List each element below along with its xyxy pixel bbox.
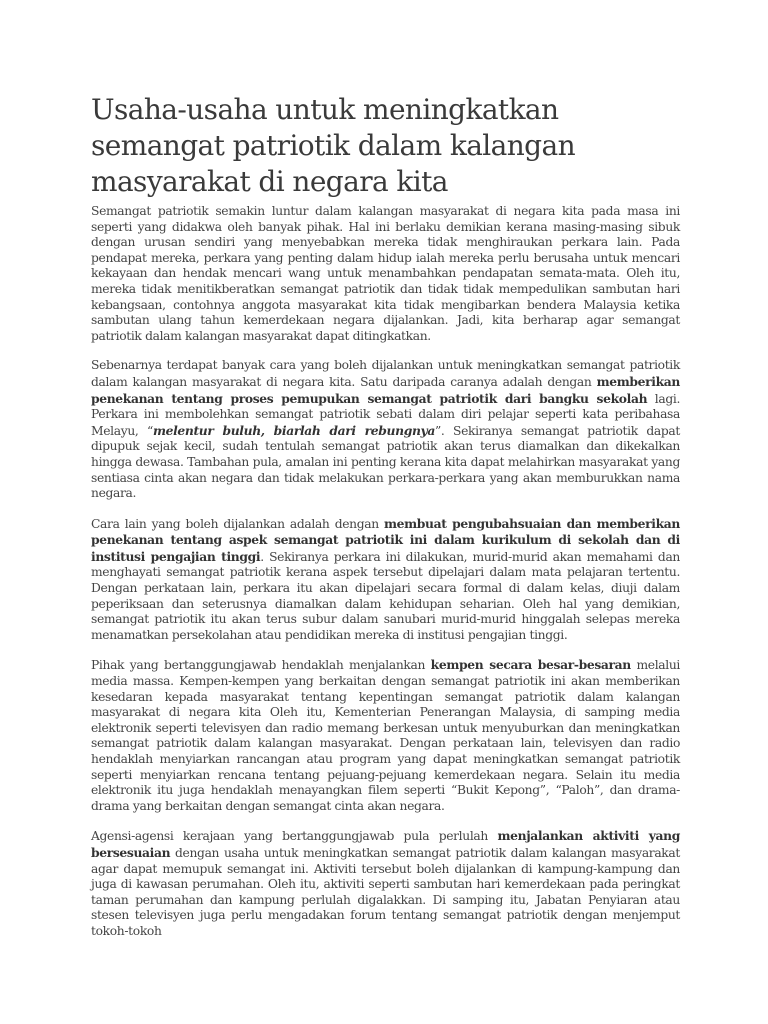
paragraph-1: [91, 204, 680, 344]
paragraph-2-text-a: Sebenarnya terdapat banyak cara yang boleh dijalankan untuk meningkatkan semangat patriotik dalam kalangan masyarakat di negara kita. Satu daripada caranya adalah dengan: [91, 358, 680, 389]
paragraph-3-text-a: Cara lain yang boleh dijalankan adalah dengan: [91, 516, 384, 531]
paragraph-2-text-c: lagi. Perkara ini membolehkan semangat patriotik sebati dalam diri pelajar seperti kata peribahasa Melayu, “: [91, 391, 680, 438]
paragraph-5-text-c: dengan usaha untuk meningkatkan semangat patriotik dalam kalangan masyarakat agar dapat memupuk semangat ini. Aktiviti tersebut boleh dijalankan di kampung-kampung dan juga di kawasan perumahan. Oleh itu, aktiviti seperti sambutan hari kemerdekaan pada peringkat taman perumahan dan kampung perlulah digalakkan. Di samping itu, Jabatan Penyiaran atau stesen televisyen juga perlu mengadakan forum tentang semangat patriotik dengan menjemput tokoh-tokoh: [91, 845, 680, 938]
paragraph-3-text-c: . Sekiranya perkara ini dilakukan, murid-murid akan memahami dan menghayati semangat patriotik kerana aspek tersebut dipelajari dalam mata pelajaran tertentu. Dengan perkataan lain, perkara itu akan dipelajari secara formal di dalam kelas, diuji dalam peperiksaan dan seterusnya diamalkan dalam kehidupan seharian. Oleh hal yang demikian, semangat patriotik itu akan terus subur dalam sanubari murid-murid hinggalah selepas mereka menamatkan persekolahan atau pendidikan mereka di institusi pengajian tinggi.: [91, 549, 680, 642]
paragraph-1-text: Semangat patriotik semakin luntur dalam kalangan masyarakat di negara kita pada masa ini seperti yang didakwa oleh banyak pihak. Hal ini berlaku demikian kerana masing-masing sibuk dengan urusan sendiri yang menyebabkan mereka tidak menghiraukan perkara lain. Pada pendapat mereka, perkara yang penting dalam hidup ialah mereka perlu berusaha untuk mencari kekayaan dan hendak mencari wang untuk menambahkan pendapatan semata-mata. Oleh itu, mereka tidak menitikberatkan semangat patriotik dan tidak tidak mempedulikan sambutan hari kebangsaan, contohnya anggota masyarakat kita tidak mengibarkan bendera Malaysia ketika sambutan ulang tahun kemerdekaan negara dijalankan. Jadi, kita berharap agar semangat patriotik dalam kalangan masyarakat dapat ditingkatkan.: [91, 204, 680, 343]
paragraph-2: [91, 358, 680, 501]
paragraph-2-text-e: ”. Sekiranya semangat patriotik dapat dipupuk sejak kecil, sudah tentulah semangat patriotik akan terus diamalkan dan dikekalkan hingga dewasa. Tambahan pula, amalan ini penting kerana kita dapat melahirkan masyarakat yang sentiasa cinta akan negara dan tidak melakukan perkara-perkara yang akan memburukkan nama negara.: [91, 423, 680, 501]
paragraph-4: [91, 657, 680, 814]
paragraph-4-bold: kempen secara besar-besaran: [430, 657, 631, 673]
paragraph-3-bold: membuat pengubahsuaian dan memberikan penekanan tentang aspek semangat patriotik ini dalam kurikulum di sekolah dan di institusi pengajian tinggi: [91, 515, 680, 564]
paragraph-5: [91, 828, 680, 939]
paragraph-2-proverb-text: melentur buluh, biarlah dari rebungnya: [152, 422, 435, 438]
paragraph-2-proverb: [153, 423, 435, 438]
paragraph-2-bold: memberikan penekanan tentang proses pemupukan semangat patriotik dari bangku sekolah: [91, 373, 680, 406]
page-title: Usaha-usaha untuk meningkatkan semangat patriotik dalam kalangan masyarakat di negara kita: [91, 93, 576, 198]
paragraph-4-text-c: melalui media massa. Kempen-kempen yang berkaitan dengan semangat patriotik ini akan memberikan kesedaran kepada masyarakat tentang kepentingan semangat patriotik dalam kalangan masyarakat di negara kita Oleh itu, Kementerian Penerangan Malaysia, di samping media elektronik seperti televisyen dan radio memang berkesan untuk menyuburkan dan meningkatkan semangat patriotik dalam kalangan masyarakat. Dengan perkataan lain, televisyen dan radio hendaklah menyiarkan rancangan atau program yang dapat meningkatkan semangat patriotik seperti menyiarkan rencana tentang pejuang-pejuang kemerdekaan negara. Selain itu media elektronik itu juga hendaklah menayangkan filem seperti “Bukit Kepong”, “Paloh”, dan drama-drama yang berkaitan dengan semangat cinta akan negara.: [91, 658, 680, 813]
document-page: [91, 92, 680, 954]
paragraph-5-bold: menjalankan aktiviti yang bersesuaian: [91, 828, 681, 860]
paragraph-5-text-a: Agensi-agensi kerajaan yang bertanggungjawab pula perlulah: [91, 829, 498, 844]
paragraph-4-text-a: Pihak yang bertanggungjawab hendaklah menjalankan: [91, 658, 431, 673]
paragraph-3: [91, 516, 680, 644]
